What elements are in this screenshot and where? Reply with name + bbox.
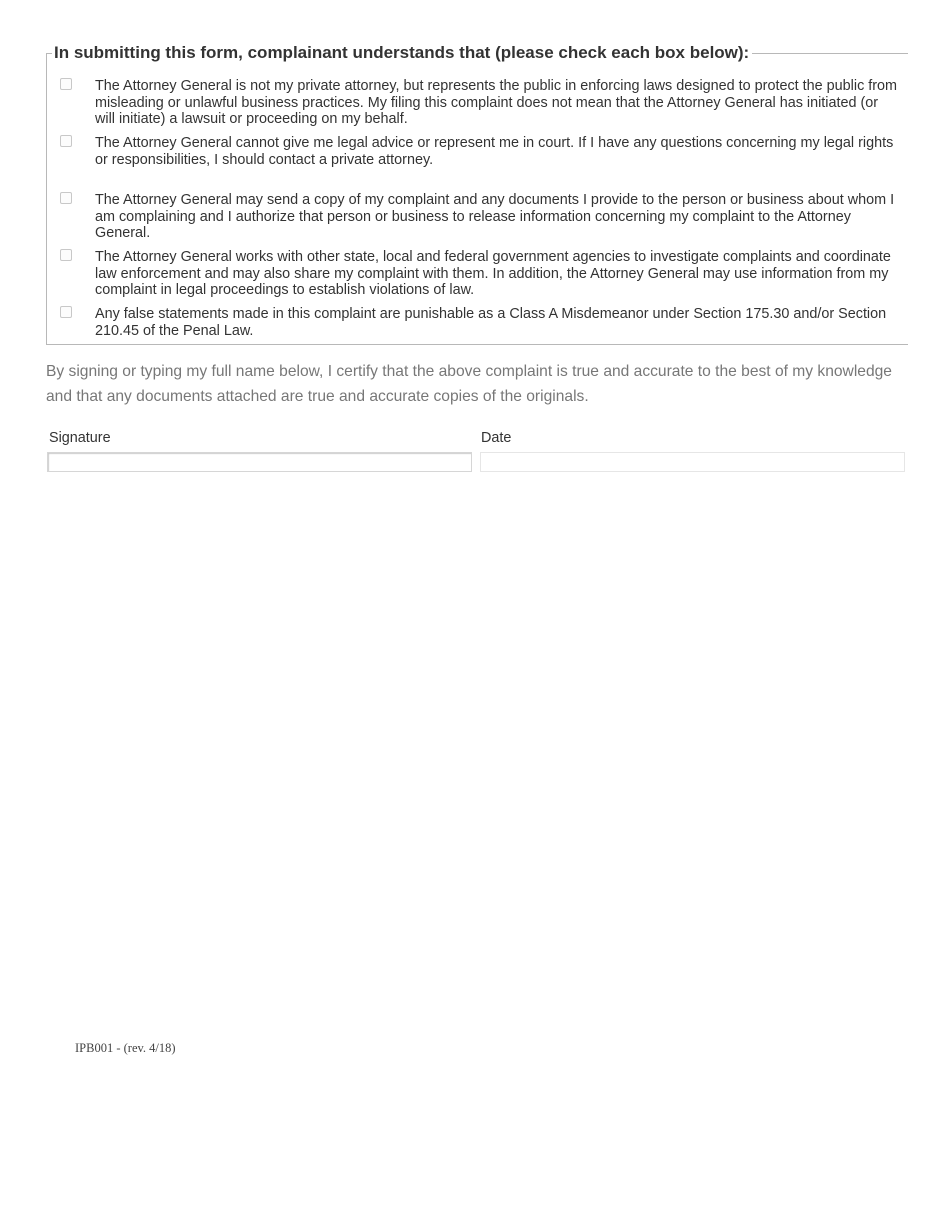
acknowledgment-checkbox[interactable] — [60, 135, 72, 147]
signature-label: Signature — [49, 430, 111, 446]
acknowledgment-text: The Attorney General cannot give me legal advice or represent me in court. If I have any questions concerning my legal rights or responsibilities, I should contact a private attorney. — [95, 135, 894, 168]
acknowledgment-checkbox[interactable] — [60, 78, 72, 90]
date-label: Date — [481, 430, 512, 446]
acknowledgment-checkbox[interactable] — [60, 249, 72, 261]
acknowledgment-text: The Attorney General is not my private attorney, but represents the public in enforcing laws designed to protect the public from misleading or unlawful business practices. My filing this complaint does not mean that the Attorney General has initiated (or will initiate) a lawsuit or proceeding on my behalf. — [95, 78, 898, 128]
certification-statement: By signing or typing my full name below, I certify that the above complaint is true and accurate to the best of my knowledge and that any documents attached are true and accurate copies of the originals. — [46, 363, 892, 405]
date-input[interactable] — [480, 452, 905, 472]
signature-input[interactable] — [47, 452, 472, 472]
acknowledgment-text: Any false statements made in this complaint are punishable as a Class A Misdemeanor under Section 175.30 and/or Section 210.45 of the Penal Law. — [95, 306, 887, 339]
acknowledgment-legend: In submitting this form, complainant understands that (please check each box below): — [52, 42, 752, 64]
form-revision-id: IPB001 - (rev. 4/18) — [75, 1041, 176, 1055]
acknowledgment-text: The Attorney General may send a copy of my complaint and any documents I provide to the person or business about whom I am complaining and I authorize that person or business to release information concerning my complaint to the Attorney General. — [95, 192, 895, 242]
acknowledgment-checkbox[interactable] — [60, 306, 72, 318]
acknowledgment-checkbox[interactable] — [60, 192, 72, 204]
acknowledgment-text: The Attorney General works with other state, local and federal government agencies to investigate complaints and coordinate law enforcement and may also share my complaint with them. In addition, the Attorney General may use information from my complaint in legal proceedings to establish violations of law. — [95, 249, 891, 299]
